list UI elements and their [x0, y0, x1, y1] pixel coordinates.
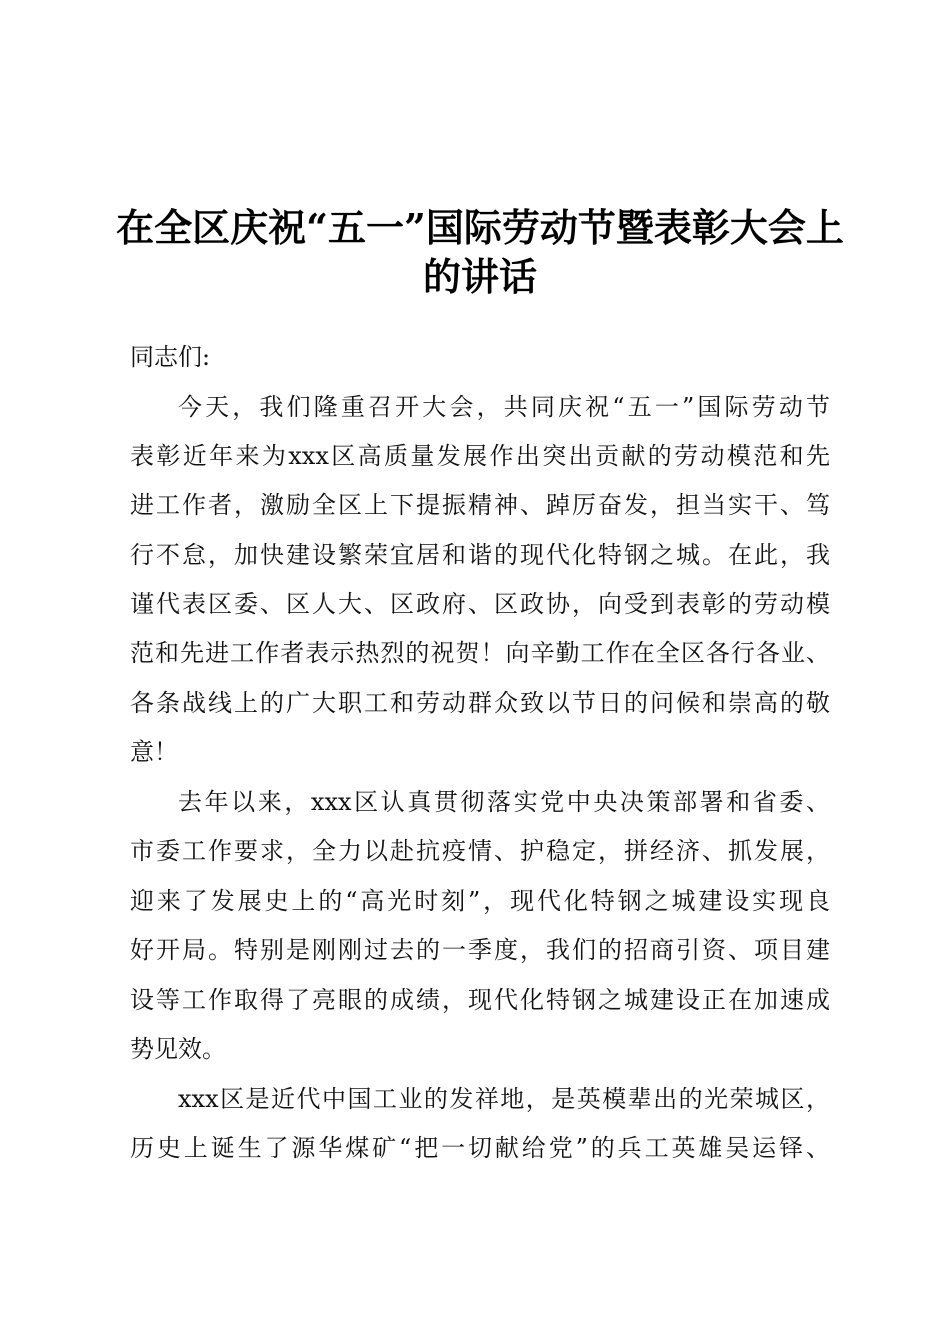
- speech-title-line-1: 在全区庆祝“五一”国际劳动节暨表彰大会上: [116, 205, 844, 250]
- paragraph-1-line-4: 行不怠，加快建设繁荣宜居和谐的现代化特钢之城。在此，我: [130, 541, 830, 569]
- paragraph-1-line-1: 今天，我们隆重召开大会，共同庆祝“五一”国际劳动节: [178, 393, 830, 421]
- paragraph-1-line-2: 表彰近年来为xxx区高质量发展作出突出贡献的劳动模范和先: [130, 442, 830, 470]
- paragraph-3-line-2: 历史上诞生了源华煤矿“把一切献给党”的兵工英雄吴运铎、: [130, 1134, 830, 1162]
- paragraph-2-line-3: 迎来了发展史上的“高光时刻”，现代化特钢之城建设实现良: [130, 887, 830, 915]
- salutation: 同志们:: [130, 343, 211, 371]
- paragraph-2-line-2: 市委工作要求，全力以赴抗疫情、护稳定，拼经济、抓发展，: [130, 837, 830, 865]
- paragraph-1-line-6: 范和先进工作者表示热烈的祝贺！向辛勤工作在全区各行各业、: [130, 639, 830, 667]
- speech-title-line-2: 的讲话: [422, 254, 537, 299]
- paragraph-1-line-7: 各条战线上的广大职工和劳动群众致以节日的问候和崇高的敬: [130, 689, 830, 717]
- paragraph-1-line-5: 谨代表区委、区人大、区政府、区政协，向受到表彰的劳动模: [130, 590, 830, 618]
- paragraph-1-line-3: 进工作者，激励全区上下提振精神、踔厉奋发，担当实干、笃: [130, 491, 830, 519]
- paragraph-2-line-6: 势见效。: [130, 1035, 226, 1063]
- paragraph-2-line-4: 好开局。特别是刚刚过去的一季度，我们的招商引资、项目建: [130, 936, 830, 964]
- paragraph-2-line-1: 去年以来，xxx区认真贯彻落实党中央决策部署和省委、: [178, 788, 830, 816]
- paragraph-3-line-1: xxx区是近代中国工业的发祥地，是英模辈出的光荣城区，: [178, 1085, 830, 1113]
- paragraph-2-line-5: 设等工作取得了亮眼的成绩，现代化特钢之城建设正在加速成: [130, 986, 830, 1014]
- paragraph-1-line-8: 意！: [130, 738, 178, 766]
